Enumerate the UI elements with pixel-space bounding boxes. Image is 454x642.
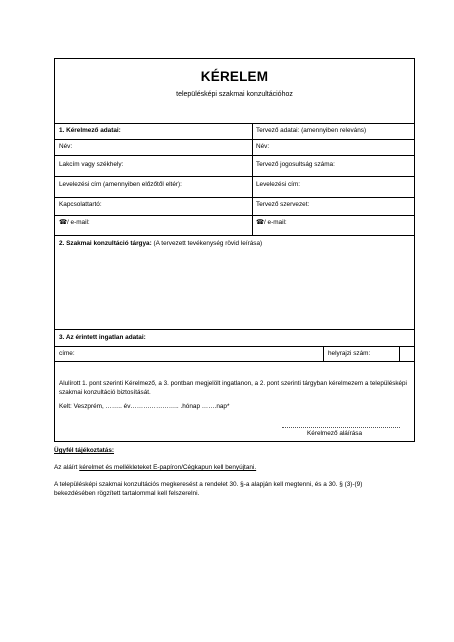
property-heading: 3. Az érintett ingatlan adatai: <box>59 334 146 341</box>
divider <box>55 346 414 347</box>
divider <box>55 176 414 177</box>
info-p1-prefix: Az aláírt <box>54 464 80 471</box>
applicant-address-field[interactable]: Lakcím vagy székhely: <box>59 161 124 168</box>
designer-email-label: e-mail: <box>267 219 287 226</box>
divider <box>55 329 414 330</box>
designer-email-field[interactable] <box>256 219 287 227</box>
column-divider <box>323 346 324 361</box>
divider <box>55 235 414 236</box>
date-line[interactable]: Kelt: Veszprém, …….. év………………….. .hónap …….nap* <box>59 403 230 410</box>
divider <box>55 139 414 140</box>
designer-name-field[interactable]: Név: <box>256 143 270 150</box>
consultation-subject-title: 2. Szakmai konzultáció tárgya: <box>59 240 152 247</box>
divider <box>55 361 414 362</box>
divider <box>55 197 414 198</box>
divider <box>55 155 414 156</box>
designer-organization-field[interactable]: Tervező szervezet: <box>256 201 310 208</box>
applicant-name-field[interactable]: Név: <box>59 143 73 150</box>
applicant-email-field[interactable] <box>59 219 90 227</box>
designer-mailing-field[interactable]: Levelezési cím: <box>256 181 301 188</box>
info-paragraph-2: A településképi szakmai konzultációs megkeresést a rendelet 30. §-a alapján kell megtenni, és a 30. § (3)-(9) bekezdésében rögzített tartalommal kell felszerelni. <box>54 481 363 497</box>
form-title: KÉRELEM <box>200 69 269 84</box>
request-form-frame <box>54 58 415 442</box>
divider <box>55 215 414 216</box>
info-heading: Ügyfél tájékoztatás: <box>54 447 115 454</box>
consultation-subject-note: (A tervezett tevékenység rövid leírása) <box>153 240 263 247</box>
designer-license-field[interactable]: Tervező jogosultság száma: <box>256 161 335 168</box>
declaration-text: Alulírott 1. pont szerinti Kérelmező, a 3. pontban megjelölt ingatlanon, a 2. pont szerinti tárgyban kérelmezem a településképi szakmai konzultáció biztosítását. <box>59 380 407 396</box>
form-subtitle: településképi szakmai konzultációhoz <box>176 91 293 98</box>
phone-icon: ☎/ <box>256 219 266 226</box>
signature-line[interactable] <box>282 427 400 428</box>
applicant-contact-field[interactable]: Kapcsolattartó: <box>59 201 102 208</box>
signature-label: Kérelmező aláírása <box>307 430 363 437</box>
applicant-email-label: e-mail: <box>70 219 90 226</box>
property-address-field[interactable]: címe: <box>59 350 75 357</box>
consultation-subject-heading <box>59 240 262 248</box>
divider <box>55 123 414 124</box>
applicant-mailing-field[interactable]: Levelezési cím (amennyiben előzőtől eltér): <box>59 181 182 188</box>
info-paragraph-1 <box>54 463 415 472</box>
property-parcel-field[interactable]: helyrajzi szám: <box>328 350 371 357</box>
submission-link[interactable]: kérelmet és mellékleteket E-papíron/Cégkapun kell benyújtani. <box>79 464 257 471</box>
applicant-heading: 1. Kérelmező adatai: <box>59 127 121 134</box>
designer-heading: Tervező adatai: (amennyiben releváns) <box>256 127 367 134</box>
consultation-subject-area[interactable] <box>55 249 414 329</box>
column-divider <box>399 346 400 361</box>
column-divider <box>252 123 253 235</box>
phone-icon: ☎/ <box>59 219 69 226</box>
